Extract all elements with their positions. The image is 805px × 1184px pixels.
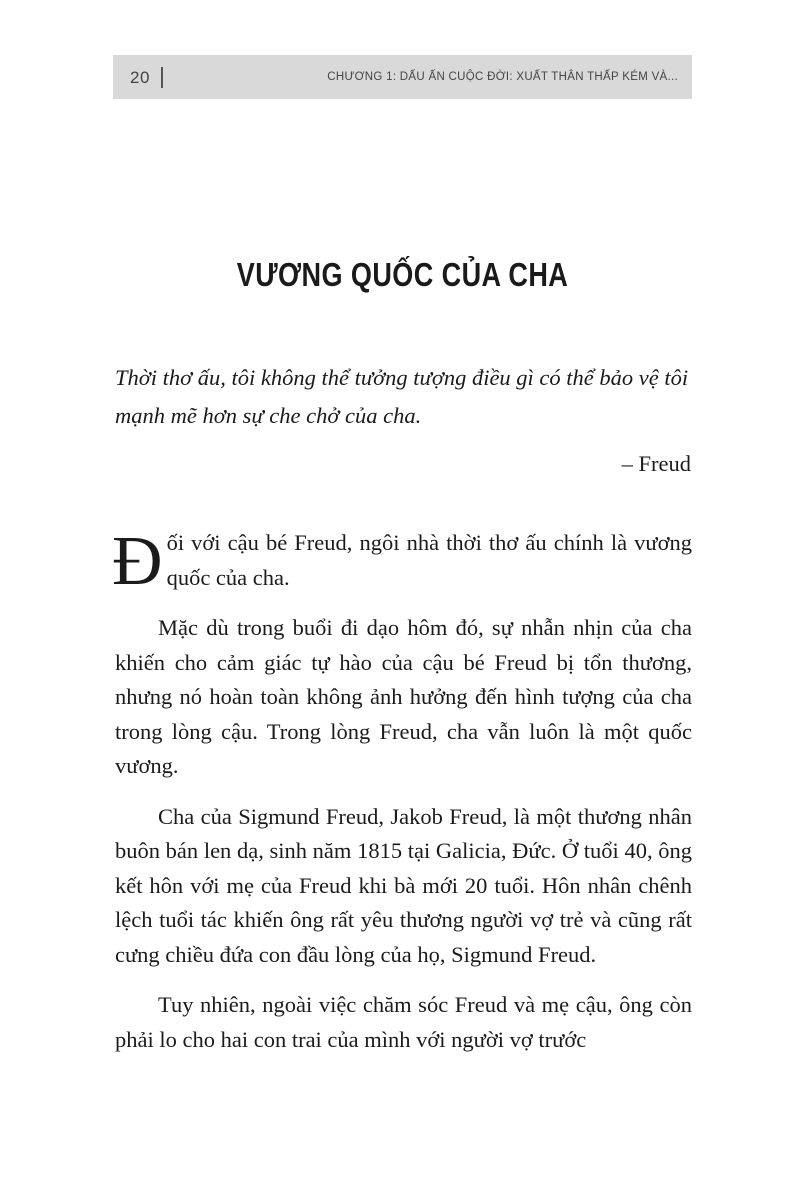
body-text	[112, 523, 692, 1073]
epigraph-attribution: – Freud	[621, 451, 691, 476]
chapter-title: CHƯƠNG 1: DẤU ẤN CUỘC ĐỜI: XUẤT THÂN THẤP KÉM VÀ...	[327, 71, 678, 83]
paragraph-4: Tuy nhiên, ngoài việc chăm sóc Freud và mẹ cậu, ông còn phải lo cho hai con trai của mình với người vợ trước	[115, 992, 692, 1052]
section-title: VƯƠNG QUỐC CỦA CHA	[236, 256, 569, 293]
paragraph-1-text: ối với cậu bé Freud, ngôi nhà thời thơ ấu chính là vương quốc của cha.	[166, 530, 692, 590]
paragraph-2: Mặc dù trong buổi đi dạo hôm đó, sự nhẫn nhịn của cha khiến cho cảm giác tự hào của cậu bé Freud bị tổn thương, nhưng nó hoàn toàn không ảnh hưởng đến hình tượng của cha trong lòng cậu. Trong lòng Freud, cha vẫn luôn là một quốc vương.	[115, 615, 692, 778]
running-header	[113, 55, 692, 99]
drop-cap: Đ	[112, 523, 163, 600]
header-divider	[161, 67, 163, 88]
paragraph-3: Cha của Sigmund Freud, Jakob Freud, là một thương nhân buôn bán len dạ, sinh năm 1815 tại Galicia, Đức. Ở tuổi 40, ông kết hôn với mẹ của Freud khi bà mới 20 tuổi. Hôn nhân chênh lệch tuổi tác khiến ông rất yêu thương người vợ trẻ và cũng rất cưng chiều đứa con đầu lòng của họ, Sigmund Freud.	[115, 803, 692, 967]
epigraph-quote: Thời thơ ấu, tôi không thể tưởng tượng điều gì có thể bảo vệ tôi mạnh mẽ hơn sự che chở của cha.	[115, 365, 689, 428]
paragraph-1	[112, 523, 692, 600]
page-number: 20	[130, 68, 150, 87]
